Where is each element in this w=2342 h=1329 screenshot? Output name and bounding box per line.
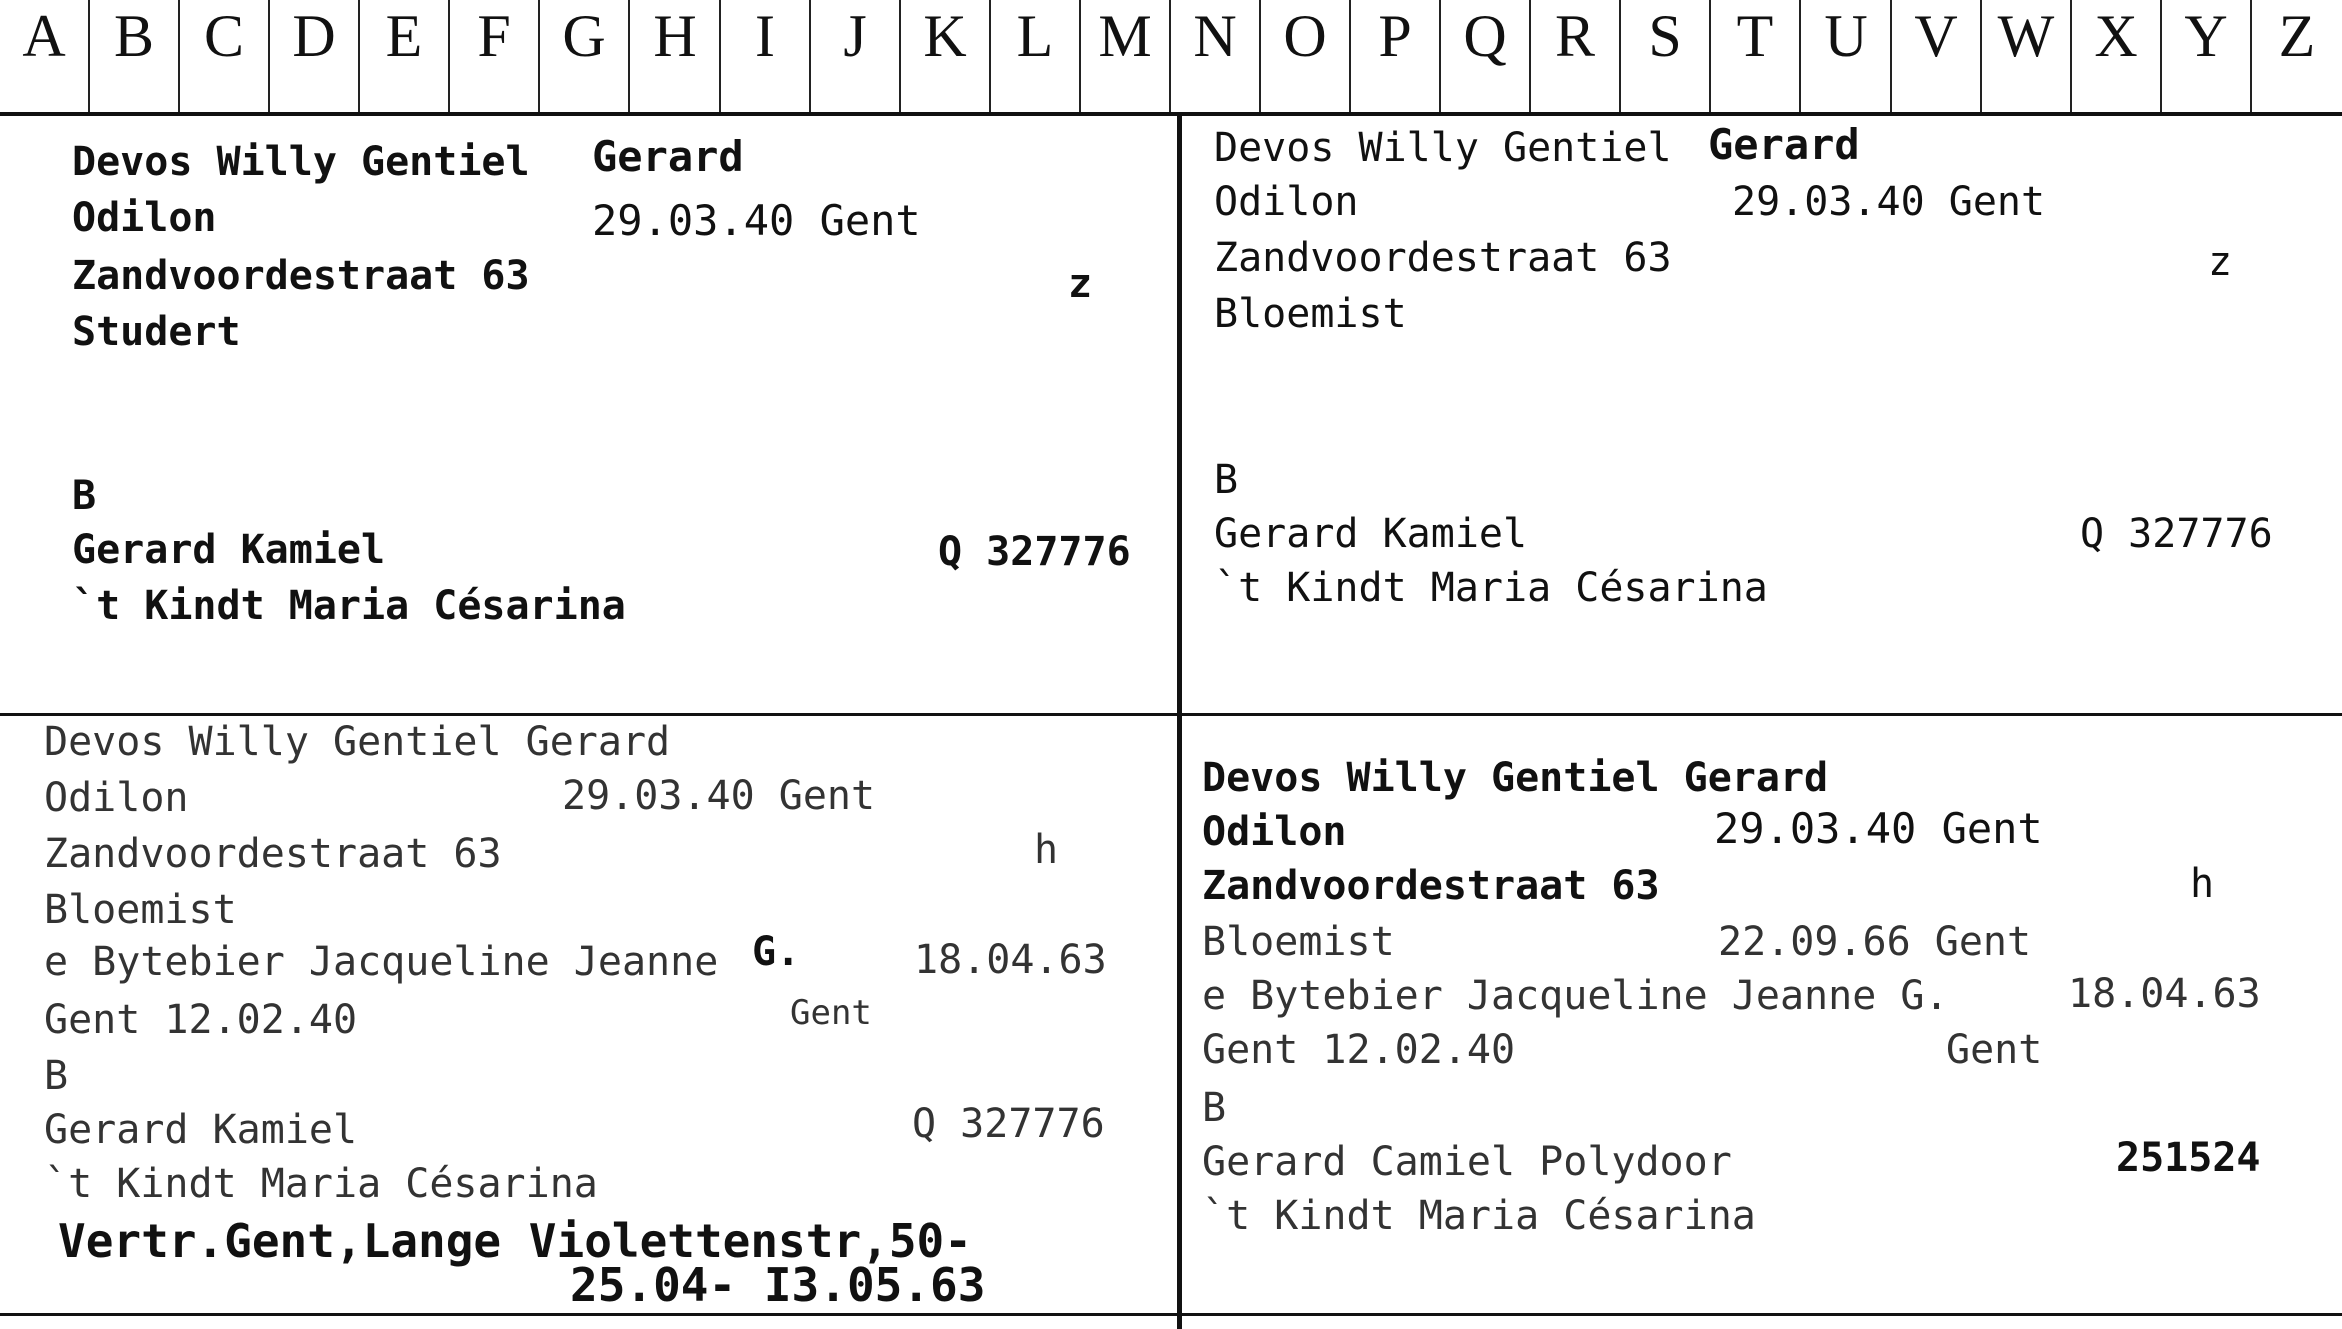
alphabet-letter-label: K	[923, 3, 967, 69]
alphabet-letter-label: D	[292, 3, 336, 69]
alphabet-index	[0, 0, 2342, 112]
alphabet-letter-m	[1081, 0, 1171, 112]
card-birth: 29.03.40 Gent	[562, 773, 876, 819]
card-marriage-place: Gent	[790, 993, 872, 1033]
card-mother: `t Kindt Maria Césarina	[44, 1161, 598, 1207]
alphabet-letter-label: E	[385, 3, 423, 69]
alphabet-letter-g	[540, 0, 630, 112]
alphabet-letter-j	[811, 0, 901, 112]
card-second-name: Odilon	[72, 195, 217, 241]
alphabet-letter-label: M	[1098, 3, 1152, 69]
card-code: z	[1068, 261, 1093, 307]
alphabet-letter-label: Y	[2184, 3, 2228, 69]
card-father: Gerard Kamiel	[44, 1107, 358, 1153]
card-occupation: Studert	[72, 309, 241, 355]
card-marriage-date: 18.04.63	[914, 937, 1107, 983]
card-group: B	[44, 1053, 69, 1099]
alphabet-letter-label: I	[755, 3, 775, 69]
card-address: Zandvoordestraat 63	[1202, 863, 1660, 909]
center-divider	[1177, 114, 1182, 1329]
card-group: B	[72, 473, 97, 519]
alphabet-letter-label: Q	[1463, 3, 1507, 69]
card-father: Gerard Kamiel	[72, 527, 386, 573]
alphabet-letter-s	[1621, 0, 1711, 112]
card-address: Zandvoordestraat 63	[44, 831, 502, 877]
alphabet-letter-q	[1441, 0, 1531, 112]
card-number: Q 327776	[2080, 511, 2273, 557]
card-code: h	[2190, 861, 2215, 907]
alphabet-letter-label: Z	[2278, 3, 2316, 69]
alphabet-letter-label: A	[22, 3, 66, 69]
card-spouse-birth: Gent 12.02.40	[44, 997, 358, 1043]
card-second-name: Odilon	[44, 775, 189, 821]
card-first-name: Gerard	[1708, 120, 1860, 169]
card-first-name: Gerard	[592, 132, 744, 181]
card-occupation: Bloemist	[44, 887, 237, 933]
alphabet-letter-label: T	[1736, 3, 1774, 69]
card-name: Devos Willy Gentiel	[1214, 125, 1672, 171]
alphabet-letter-x	[2072, 0, 2162, 112]
card-note-line1: Vertr.Gent,Lange Violettenstr,50-	[58, 1214, 972, 1268]
alphabet-letter-t	[1711, 0, 1801, 112]
alphabet-letter-label: H	[653, 3, 697, 69]
card-occupation: Bloemist	[1202, 919, 1395, 965]
alphabet-letter-u	[1802, 0, 1892, 112]
card-spouse: e Bytebier Jacqueline Jeanne G.	[1202, 973, 1949, 1019]
alphabet-letter-i	[721, 0, 811, 112]
card-group: B	[1202, 1085, 1227, 1131]
card-code: z	[2208, 239, 2233, 285]
card-occupation-date: 22.09.66 Gent	[1718, 919, 2032, 965]
card-second-name: Odilon	[1214, 179, 1359, 225]
card-address: Zandvoordestraat 63	[72, 253, 530, 299]
card-birth: 29.03.40 Gent	[1732, 179, 2046, 225]
card-address: Zandvoordestraat 63	[1214, 235, 1672, 281]
alphabet-letter-p	[1351, 0, 1441, 112]
alphabet-letter-label: O	[1283, 3, 1327, 69]
card-name: Devos Willy Gentiel	[72, 139, 530, 185]
card-name: Devos Willy Gentiel Gerard	[44, 719, 671, 765]
card-spouse-birth: Gent 12.02.40	[1202, 1027, 1516, 1073]
alphabet-letter-r	[1531, 0, 1621, 112]
card-number: 251524	[2116, 1135, 2261, 1181]
alphabet-letter-label: R	[1554, 3, 1596, 69]
card-second-name: Odilon	[1202, 809, 1347, 855]
alphabet-letter-label: C	[203, 3, 245, 69]
alphabet-letter-a	[0, 0, 90, 112]
alphabet-letter-label: P	[1378, 3, 1412, 69]
card-note-line2: 25.04- I3.05.63	[570, 1258, 986, 1312]
card-number: Q 327776	[938, 529, 1131, 575]
alphabet-letter-l	[991, 0, 1081, 112]
alphabet-letter-z	[2252, 0, 2342, 112]
card-spouse-initial: G.	[752, 929, 801, 975]
alphabet-letter-label: U	[1824, 3, 1868, 69]
card-marriage-date: 18.04.63	[2068, 971, 2261, 1017]
card-group: B	[1214, 457, 1239, 503]
alphabet-letter-d	[270, 0, 360, 112]
card-spouse: e Bytebier Jacqueline Jeanne	[44, 939, 719, 985]
alphabet-letter-k	[901, 0, 991, 112]
alphabet-letter-h	[631, 0, 721, 112]
card-birth: 29.03.40 Gent	[1714, 804, 2043, 853]
card-number: Q 327776	[912, 1101, 1105, 1147]
alphabet-letter-label: S	[1648, 3, 1682, 69]
alphabet-letter-c	[180, 0, 270, 112]
alphabet-letter-label: V	[1914, 3, 1958, 69]
alphabet-letter-e	[360, 0, 450, 112]
alphabet-letter-label: J	[843, 3, 867, 69]
card-code: h	[1034, 827, 1059, 873]
card-mother: `t Kindt Maria Césarina	[1202, 1193, 1756, 1239]
card-father: Gerard Camiel Polydoor	[1202, 1139, 1732, 1185]
card-mother: `t Kindt Maria Césarina	[1214, 565, 1768, 611]
alphabet-letter-label: L	[1016, 3, 1054, 69]
alphabet-letter-y	[2162, 0, 2252, 112]
card-birth: 29.03.40 Gent	[592, 196, 921, 245]
alphabet-letter-label: F	[477, 3, 511, 69]
alphabet-letter-label: W	[1997, 3, 2055, 69]
card-mother: `t Kindt Maria Césarina	[72, 583, 626, 629]
bottom-rule	[0, 1313, 2342, 1316]
middle-rule	[0, 713, 2342, 716]
alphabet-letter-v	[1892, 0, 1982, 112]
alphabet-letter-b	[90, 0, 180, 112]
card-father: Gerard Kamiel	[1214, 511, 1528, 557]
top-rule	[0, 112, 2342, 116]
alphabet-letter-label: N	[1193, 3, 1237, 69]
alphabet-letter-label: G	[562, 3, 606, 69]
card-occupation: Bloemist	[1214, 291, 1407, 337]
alphabet-letter-label: B	[113, 3, 155, 69]
card-name: Devos Willy Gentiel Gerard	[1202, 755, 1829, 801]
alphabet-letter-label: X	[2094, 3, 2138, 69]
card-marriage-place: Gent	[1946, 1027, 2043, 1073]
alphabet-letter-n	[1171, 0, 1261, 112]
alphabet-letter-f	[450, 0, 540, 112]
alphabet-letter-w	[1982, 0, 2072, 112]
alphabet-letter-o	[1261, 0, 1351, 112]
